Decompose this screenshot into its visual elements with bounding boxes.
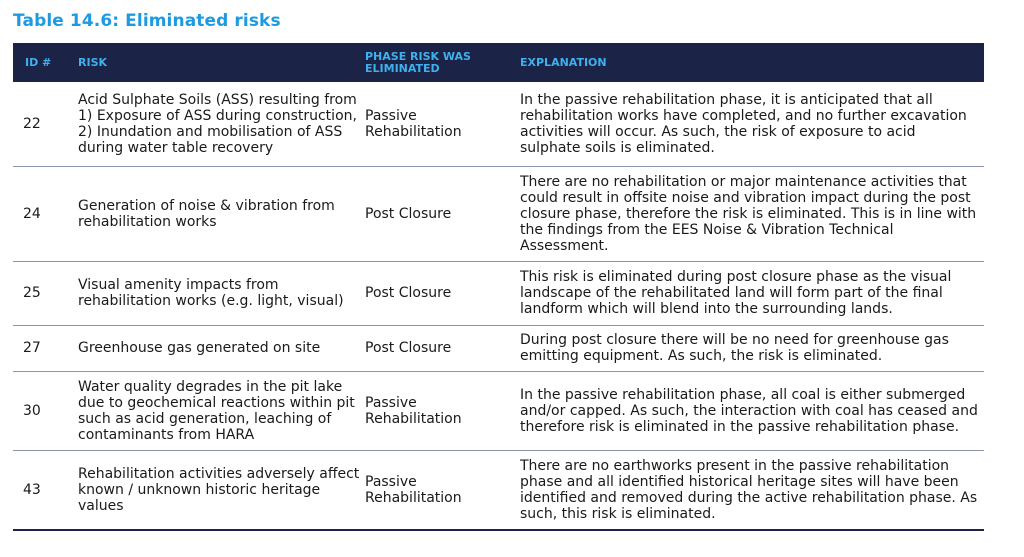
row-risk: Rehabilitation activities adversely affect known / unknown historic heritage values bbox=[65, 450, 365, 530]
row-id: 30 bbox=[13, 371, 65, 450]
row-risk: Visual amenity impacts from rehabilitation works (e.g. light, visual) bbox=[65, 261, 365, 325]
row-phase: Passive Rehabilitation bbox=[365, 450, 507, 530]
table-row bbox=[13, 371, 984, 450]
row-risk: Generation of noise & vibration from rehabilitation works bbox=[65, 166, 365, 261]
table-header-row bbox=[13, 43, 984, 82]
row-id: 43 bbox=[13, 450, 65, 530]
row-phase: Passive Rehabilitation bbox=[365, 371, 507, 450]
table-row bbox=[13, 82, 984, 166]
row-id: 22 bbox=[13, 82, 65, 166]
row-explanation: In the passive rehabilitation phase, it is anticipated that all rehabilitation works have completed, and no further excavation activities will occur. As such, the risk of exposure to acid sulphate soils is eliminated. bbox=[507, 82, 984, 166]
row-explanation: There are no rehabilitation or major maintenance activities that could result in offsite noise and vibration impact during the post closure phase, therefore the risk is eliminated. This is in line with the findings from the EES Noise & Vibration Technical Assessment. bbox=[507, 166, 984, 261]
row-explanation: This risk is eliminated during post closure phase as the visual landscape of the rehabilitated land will form part of the final landform which will blend into the surrounding lands. bbox=[507, 261, 984, 325]
header-phase: PHASE RISK WAS ELIMINATED bbox=[365, 49, 471, 75]
table-title: Table 14.6: Eliminated risks bbox=[13, 11, 281, 31]
row-phase: Post Closure bbox=[365, 325, 507, 371]
table-row bbox=[13, 166, 984, 261]
header-explanation: EXPLANATION bbox=[520, 55, 607, 69]
row-explanation: During post closure there will be no need for greenhouse gas emitting equipment. As such, the risk is eliminated. bbox=[507, 325, 984, 371]
row-phase: Passive Rehabilitation bbox=[365, 82, 507, 166]
table-row bbox=[13, 261, 984, 325]
header-id: ID # bbox=[25, 55, 52, 69]
row-id: 27 bbox=[13, 325, 65, 371]
row-risk: Water quality degrades in the pit lake due to geochemical reactions within pit such as acid generation, leaching of contaminants from HARA bbox=[65, 371, 365, 450]
eliminated-risks-table bbox=[13, 43, 984, 531]
row-phase: Post Closure bbox=[365, 261, 507, 325]
table-row bbox=[13, 325, 984, 371]
header-risk: RISK bbox=[78, 55, 108, 69]
row-explanation: In the passive rehabilitation phase, all coal is either submerged and/or capped. As such, the interaction with coal has ceased and therefore risk is eliminated in the passive rehabilitation phase. bbox=[507, 371, 984, 450]
row-id: 25 bbox=[13, 261, 65, 325]
row-risk: Acid Sulphate Soils (ASS) resulting from 1) Exposure of ASS during construction, 2) Inundation and mobilisation of ASS during water table recovery bbox=[65, 82, 365, 166]
row-risk: Greenhouse gas generated on site bbox=[65, 325, 365, 371]
table-row bbox=[13, 450, 984, 530]
row-id: 24 bbox=[13, 166, 65, 261]
row-explanation: There are no earthworks present in the passive rehabilitation phase and all identified historical heritage sites will have been identified and removed during the active rehabilitation phase. As such, this risk is eliminated. bbox=[507, 450, 984, 530]
row-phase: Post Closure bbox=[365, 166, 507, 261]
